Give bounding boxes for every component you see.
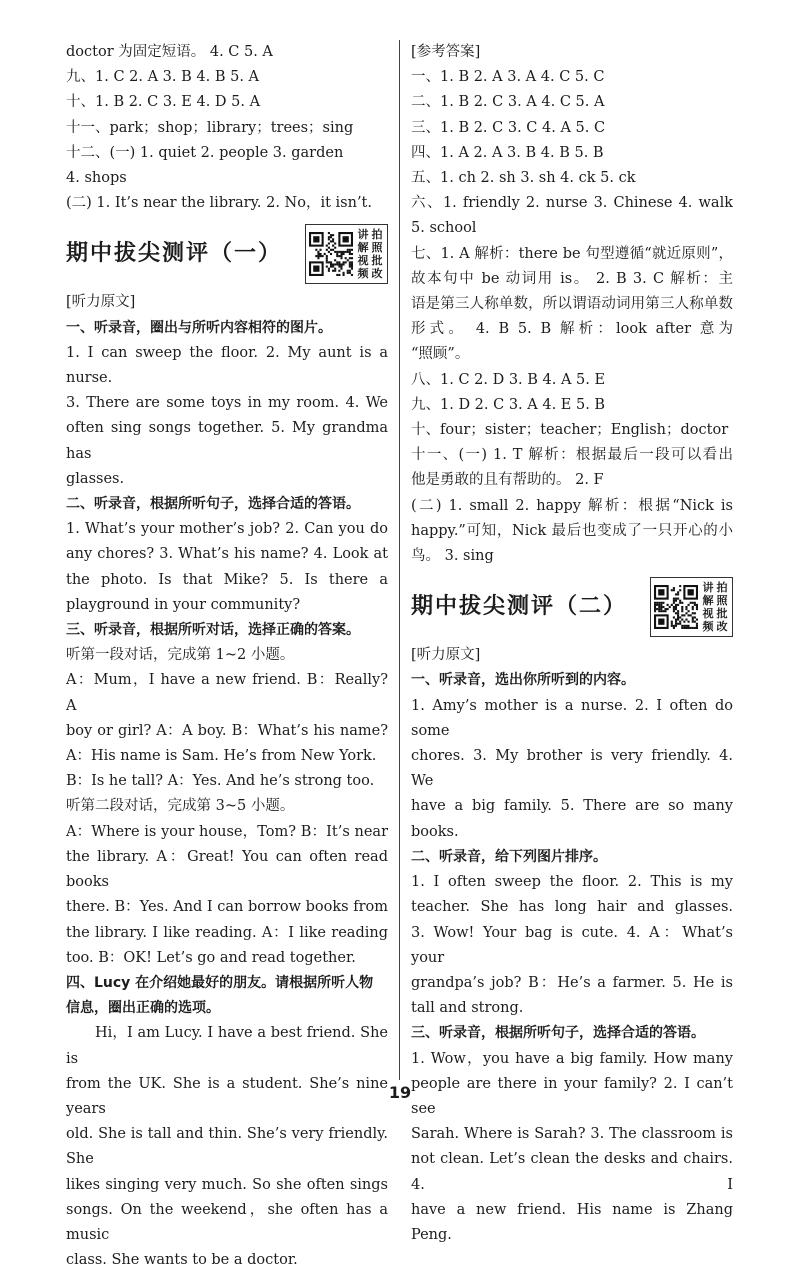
qr-label-char: 改 [371,267,383,281]
qr-label-char: 照 [716,594,728,608]
text-line: 七、1. A 解析：there be 句型遵循“就近原则”， [411,245,733,262]
text-line: 1. I can sweep the floor. 2. My aunt is a nurse. [66,344,388,387]
text-line: 九、1. C 2. A 3. B 4. B 5. A [66,69,260,86]
text-line: 听第一段对话，完成第 1~2 小题。 [66,647,295,664]
question-heading: 一、听录音，圈出与所听内容相符的图片。 [66,319,332,336]
text-line: 九、1. D 2. C 3. A 4. E 5. B [411,396,606,413]
section-title: 期中拔尖测评（一） [66,241,283,267]
question-heading: 信息，圈出正确的选项。 [66,1000,220,1017]
text-line: 3. Wow! Your bag is cute. 4. A：What’s your [411,924,733,966]
qr-label-char: 批 [371,254,383,268]
text-line: 四、1. A 2. A 3. B 4. B 5. B [411,144,604,161]
right-column [411,40,733,1248]
text-line: B：Is he tall? A：Yes. And he’s strong too. [66,773,375,790]
qr-label [356,228,384,280]
listening-script-tag: [听力原文] [411,647,481,664]
text-line: any chores? 3. What’s his name? 4. Look at [66,546,388,563]
text-line: 一、1. B 2. A 3. A 4. C 5. C [411,69,605,86]
text-line: chores. 3. My brother is very friendly. 4. We [411,748,733,790]
text-line: (二) 1. small 2. happy 解析：根据“Nick is [411,497,733,514]
text-line: 十一、(一) 1. T 解析：根据最后一段可以看出 [411,447,733,464]
text-line: 形式。 4. B 5. B 解析：look after 意为 [411,321,733,338]
text-line: too. B：OK! Let’s go and read together. [66,949,356,966]
text-line: 他是勇敢的且有帮助的。 2. F [411,472,604,489]
text-line: grandpa’s job? B：He’s a farmer. 5. He is [411,974,733,991]
answer-key [411,65,733,569]
text-line: from the UK. She is a student. She’s nine years [66,1075,388,1117]
text-line: (二) 1. It’s near the library. 2. No，it isn’t. [66,195,372,212]
text-line: 十二、(一) 1. quiet 2. people 3. garden [66,144,344,161]
text-line: 1. Amy’s mother is a nurse. 2. I often do some [411,697,733,739]
section-title: 期中拔尖测评（二） [411,594,628,620]
text-line: doctor 为固定短语。 4. C 5. A [66,44,273,60]
text-line: the photo. Is that Mike? 5. Is there a [66,571,388,588]
text-line: 4. shops [66,170,127,187]
question-heading: 三、听录音，根据所听句子，选择合适的答语。 [411,1025,705,1042]
question-heading: 三、听录音，根据所听对话，选择正确的答案。 [66,622,360,639]
qr-label [701,581,729,633]
qr-label-char: 解 [702,594,714,608]
text-line: 3. There are some toys in my room. 4. We [66,395,388,412]
text-line: there. B：Yes. And I can borrow books from [66,899,388,916]
qr-label-char: 讲 [702,581,714,595]
text-line: not clean. Let’s clean the desks and chairs. 4. I [411,1151,733,1193]
text-line: 十、1. B 2. C 3. E 4. D 5. A [66,94,261,111]
qr-label-char: 拍 [371,228,383,242]
text-line: likes singing very much. So she often sings [66,1176,388,1193]
qr-code-badge[interactable] [305,224,388,284]
text-line: boy or girl? A：A boy. B：What’s his name? [66,722,388,739]
text-line: Sarah. Where is Sarah? 3. The classroom is [411,1126,733,1143]
text-line: 六、1. friendly 2. nurse 3. Chinese 4. walk [411,195,733,212]
question-heading: 二、听录音，给下列图片排序。 [411,848,607,865]
listening-script-tag: [听力原文] [66,294,136,311]
qr-label-char: 批 [716,607,728,621]
text-line: people are there in your family? 2. I can’t see [411,1075,733,1117]
text-line: 1. I often sweep the floor. 2. This is my [411,874,733,891]
qr-label-char: 视 [357,254,369,268]
text-line: 1. Wow，you have a big family. How many [411,1050,733,1067]
text-line: have a big family. 5. There are so many books. [411,798,733,840]
answer-key-tag: [参考答案] [411,44,481,60]
text-line: class. She wants to be a doctor. [66,1252,298,1269]
qr-label-char: 视 [702,607,714,621]
text-line: teacher. She has long hair and glasses. [411,899,733,916]
qr-label-char: 频 [702,620,714,634]
text-line: tall and strong. [411,1000,524,1017]
qr-label-char: 改 [716,620,728,634]
text-line: A：Where is your house，Tom? B：It’s near [66,823,388,840]
question-heading: 二、听录音，根据所听句子，选择合适的答语。 [66,496,360,513]
question-heading: 一、听录音，选出你所听到的内容。 [411,672,635,689]
qr-label-char: 拍 [716,581,728,595]
text-line: playground in your community? [66,596,301,613]
qr-code-icon [309,232,353,276]
text-line: A：His name is Sam. He’s from New York. [66,748,377,765]
qr-label-char: 频 [357,267,369,281]
text-line: 语是第三人称单数，所以谓语动词用第三人称单数 [411,296,733,313]
listening-script [66,316,388,1273]
qr-code-badge[interactable] [650,577,733,637]
column-divider [399,40,400,1080]
text-line: 1. What’s your mother’s job? 2. Can you do [66,521,388,538]
text-line: 5. school [411,220,477,237]
text-line: 十、four；sister；teacher；English；doctor [411,422,729,439]
text-line: 八、1. C 2. D 3. B 4. A 5. E [411,371,606,388]
text-line: the library. I like reading. A：I like reading [66,924,388,941]
answer-continuation [66,40,388,216]
text-line: old. She is tall and thin. She’s very friendly. She [66,1126,388,1168]
text-line: glasses. [66,470,125,487]
section-header-midterm-1 [66,222,388,286]
text-line: 听第二段对话，完成第 3~5 小题。 [66,798,295,815]
text-line: 三、1. B 2. C 3. C 4. A 5. C [411,119,606,136]
text-line: have a new friend. His name is Zhang Peng. [411,1201,733,1243]
section-header-midterm-2 [411,575,733,639]
question-heading: 四、Lucy 在介绍她最好的朋友。请根据所听人物 [66,974,374,991]
listening-script [411,668,733,1248]
text-line: 故本句中 be 动词用 is。 2. B 3. C 解析：主 [411,270,733,287]
qr-label-char: 解 [357,241,369,255]
text-line: the library. A：Great! You can often read books [66,848,388,891]
text-line: A：Mum，I have a new friend. B：Really? A [66,672,388,714]
text-line: happy.”可知，Nick 最后也变成了一只开心的小 [411,522,733,539]
page-number: 19 [388,1083,412,1102]
text-line: 鸟。 3. sing [411,548,494,565]
text-line: 十一、park；shop；library；trees；sing [66,119,354,136]
text-line: 二、1. B 2. C 3. A 4. C 5. A [411,94,605,111]
text-line: songs. On the weekend，she often has a music [66,1201,388,1243]
text-line: “照顾”。 [411,346,470,363]
qr-label-char: 讲 [357,228,369,242]
text-line: often sing songs together. 5. My grandma has [66,420,388,462]
qr-code-icon [654,585,698,629]
qr-label-char: 照 [371,241,383,255]
text-line: Hi，I am Lucy. I have a best friend. She is [66,1025,388,1067]
text-line: 五、1. ch 2. sh 3. sh 4. ck 5. ck [411,170,636,187]
